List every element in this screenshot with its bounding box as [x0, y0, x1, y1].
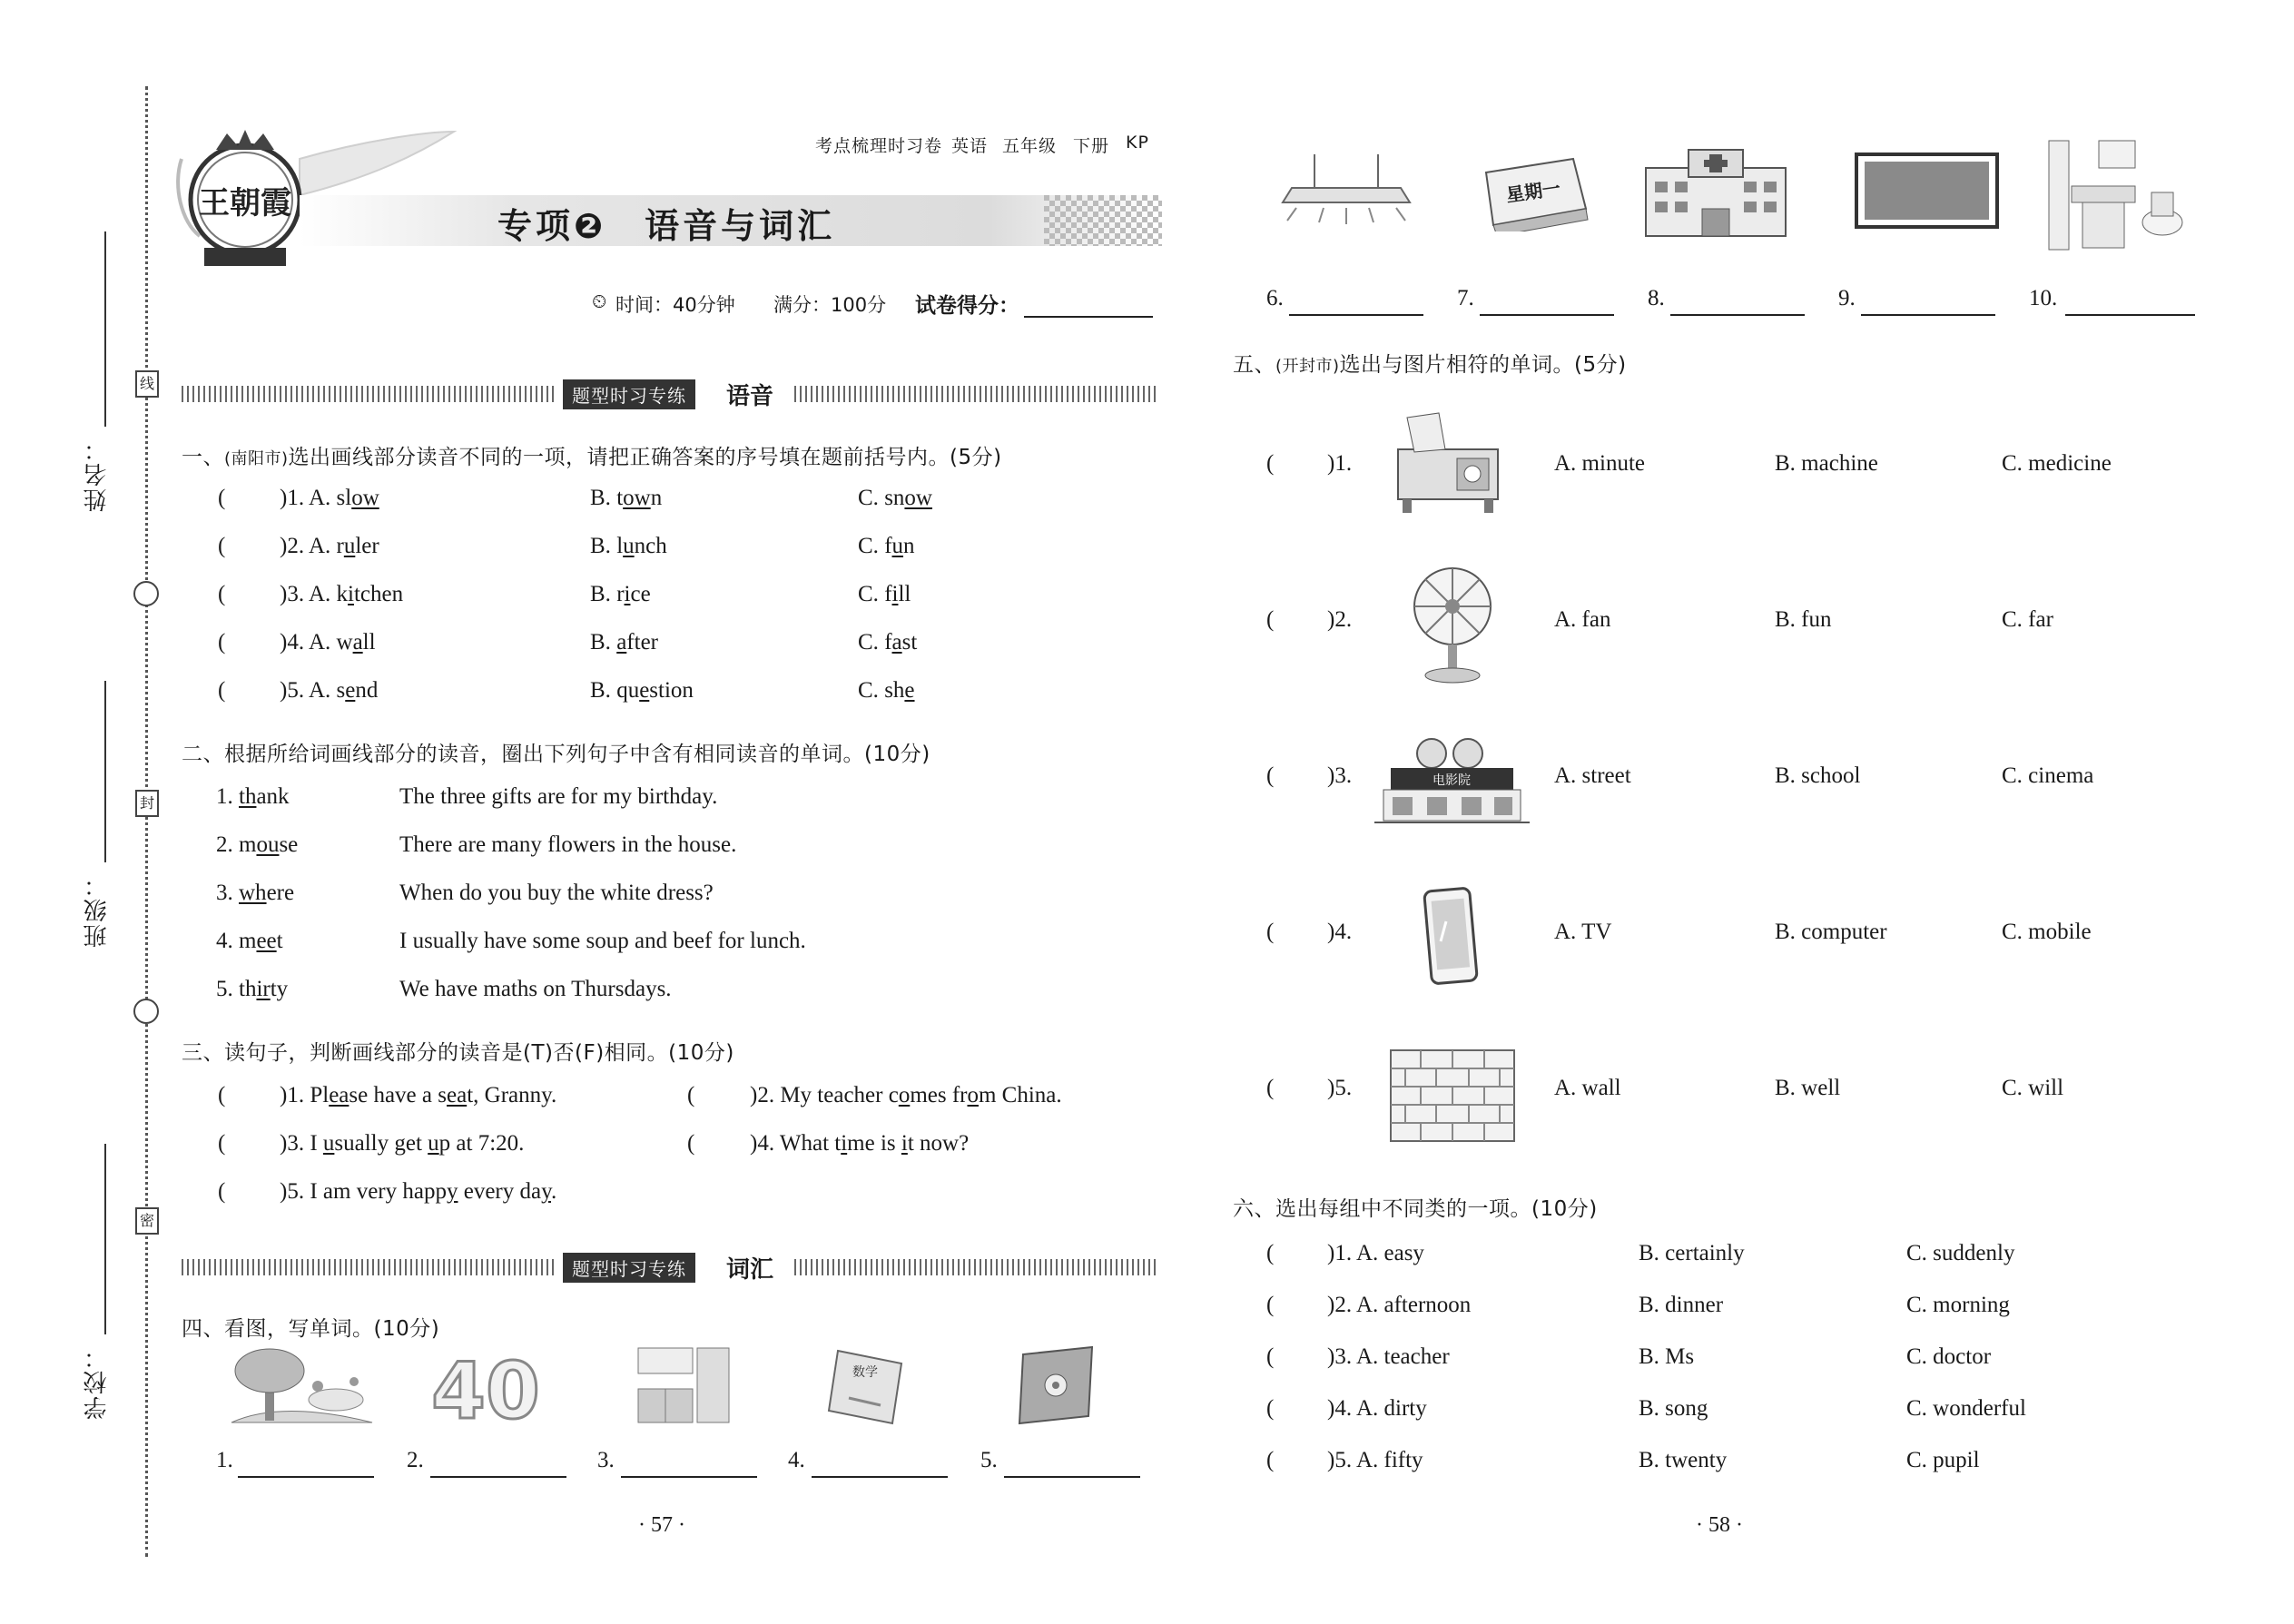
q1-item-5: ( [218, 678, 226, 703]
q4-answer-blank-7[interactable] [1480, 287, 1614, 316]
q5-item-2-number: )2. [1327, 607, 1353, 632]
q5-item-3: ( [1266, 763, 1275, 788]
class-label: 班级： [84, 871, 111, 948]
q1-item-4-option-c: C. fast [858, 630, 918, 655]
q5-item-5-option-b: B. well [1775, 1076, 1841, 1100]
score-label: 试卷得分： [915, 294, 1019, 318]
q5-item-4: ( [1266, 920, 1275, 944]
q2-word-4: 4. meet [216, 929, 283, 953]
binding-circle-icon [133, 581, 159, 606]
q5-item-2: ( [1266, 607, 1275, 632]
storybook-picture [1012, 1343, 1098, 1427]
q1-item-1-option-b: B. town [590, 486, 663, 510]
time-limit: 时间：40分钟 [615, 294, 735, 316]
grade: 五年级 [1002, 136, 1058, 156]
q5-item-1-option-a: A. minute [1554, 451, 1645, 476]
q2-heading: 二、根据所给词画线部分的读音，圈出下列句子中含有相同读音的单词。(10分) [182, 743, 930, 766]
q5-item-5-number: )5. [1327, 1076, 1353, 1100]
q1-item-4-option-b: B. after [590, 630, 658, 655]
q1-item-3: ( [218, 582, 226, 606]
q4-num-8: 8. [1648, 286, 1665, 310]
q5-item-3-option-c: C. cinema [2002, 763, 2094, 788]
q3-heading: 三、读句子，判断画线部分的读音是(T)否(F)相同。(10分) [182, 1041, 734, 1065]
binding-mark-feng: 封 [135, 790, 159, 817]
full-score: 满分：100分 [773, 294, 887, 316]
section-name-vocab: 词汇 [726, 1256, 774, 1284]
q4-num-5: 5. [980, 1448, 998, 1472]
q4-answer-blank-9[interactable] [1861, 287, 1995, 316]
q4-answer-blank-5[interactable] [1004, 1449, 1140, 1478]
volume: 下册 [1073, 136, 1110, 156]
q6-item-2-option-a: )2. A. afternoon [1327, 1293, 1472, 1317]
q3-sentence-4: )4. What time is it now? [750, 1131, 970, 1156]
school-line [104, 1144, 106, 1334]
q2-word-3: 3. where [216, 881, 295, 905]
q1-item-2: ( [218, 534, 226, 558]
q5-item-4-option-b: B. computer [1775, 920, 1887, 944]
title-checker-pattern [1044, 195, 1162, 246]
school-label: 学校： [84, 1343, 111, 1420]
q5-item-1-option-c: C. medicine [2002, 451, 2112, 476]
q4-answer-blank-6[interactable] [1289, 287, 1423, 316]
binding-circle-icon [133, 999, 159, 1024]
q4-answer-blank-1[interactable] [238, 1449, 374, 1478]
q2-sentence-2: There are many flowers in the house. [399, 832, 737, 857]
electric-fan-picture [1407, 563, 1498, 685]
q6-item-5-option-a: )5. A. fifty [1327, 1448, 1423, 1472]
q3-sentence-1: )1. Please have a seat, Granny. [280, 1083, 557, 1107]
q6-item-2-option-c: C. morning [1906, 1293, 2010, 1317]
q6-item-3-option-b: B. Ms [1639, 1344, 1695, 1369]
q1-item-5-option-c: C. she [858, 678, 915, 703]
q1-item-1-option-a: )1. A. slow [280, 486, 379, 510]
q3-sentence-3: )3. I usually get up at 7:20. [280, 1131, 525, 1156]
machine-picture [1389, 408, 1511, 517]
q6-item-1-option-c: C. suddenly [1906, 1241, 2015, 1265]
q1-item-3-option-b: B. rice [590, 582, 651, 606]
q6-item-5-option-b: B. twenty [1639, 1448, 1728, 1472]
q6-item-4: ( [1266, 1396, 1275, 1421]
q1-item-1: ( [218, 486, 226, 510]
q5-item-2-option-a: A. fan [1554, 607, 1611, 632]
subject: 英语 [951, 136, 989, 156]
q4-num-2: 2. [407, 1448, 424, 1472]
q1-item-1-option-c: C. snow [858, 486, 932, 510]
q5-item-5-option-a: A. wall [1554, 1076, 1621, 1100]
q4-num-9: 9. [1838, 286, 1856, 310]
name-label: 姓名： [84, 436, 111, 512]
q4-num-10: 10. [2029, 286, 2058, 310]
q3-item-3: ( [218, 1131, 226, 1156]
svg-text:40: 40 [431, 1346, 540, 1427]
q5-heading: 五、(开封市)选出与图片相符的单词。(5分) [1233, 353, 1627, 377]
q3-item-4: ( [687, 1131, 695, 1156]
page-number-left: · 57 · [638, 1513, 685, 1537]
q1-item-4: ( [218, 630, 226, 655]
score-blank[interactable] [1024, 290, 1153, 318]
q6-item-1: ( [1266, 1241, 1275, 1265]
q4-num-4: 4. [788, 1448, 805, 1472]
q6-item-1-option-b: B. certainly [1639, 1241, 1745, 1265]
q6-item-3: ( [1266, 1344, 1275, 1369]
edition: KP [1126, 133, 1149, 153]
q5-item-3-option-a: A. street [1554, 763, 1631, 788]
q6-item-5: ( [1266, 1448, 1275, 1472]
page-title: 专项❷ 语音与词汇 [497, 206, 836, 246]
number-40-picture [427, 1345, 545, 1427]
binding-mark-xian: 线 [135, 370, 159, 398]
ceiling-lamp-picture [1278, 150, 1414, 227]
q3-sentence-2: )2. My teacher comes from China. [750, 1083, 1062, 1107]
q5-item-3-number: )3. [1327, 763, 1353, 788]
q5-item-5-option-c: C. will [2002, 1076, 2064, 1100]
page-number-right: · 58 · [1696, 1513, 1743, 1537]
q5-item-1-option-b: B. machine [1775, 451, 1878, 476]
q2-sentence-3: When do you buy the white dress? [399, 881, 714, 905]
q5-item-2-option-b: B. fun [1775, 607, 1832, 632]
q1-item-3-option-c: C. fill [858, 582, 911, 606]
q5-item-1: ( [1266, 451, 1275, 476]
desk-calendar-picture [1475, 154, 1593, 231]
clock-icon: ⏲ [592, 290, 607, 312]
q4-answer-blank-8[interactable] [1670, 287, 1805, 316]
blackboard-picture [1852, 150, 2002, 231]
q4-answer-blank-10[interactable] [2065, 287, 2195, 316]
q4-answer-blank-3[interactable] [621, 1449, 757, 1478]
maths-book-picture [822, 1343, 912, 1427]
q3-sentence-5: )5. I am very happy every day. [280, 1179, 557, 1204]
q6-item-4-option-c: C. wonderful [1906, 1396, 2026, 1421]
q5-item-5: ( [1266, 1076, 1275, 1100]
binding-mark-mi: 密 [135, 1207, 159, 1235]
q4-num-3: 3. [597, 1448, 615, 1472]
section-divider [182, 1259, 556, 1275]
q4-answer-blank-4[interactable] [812, 1449, 948, 1478]
q6-item-3-option-c: C. doctor [1906, 1344, 1992, 1369]
q5-item-4-option-c: C. mobile [2002, 920, 2092, 944]
q5-item-2-option-c: C. far [2002, 607, 2053, 632]
q3-item-1: ( [218, 1083, 226, 1107]
name-line [104, 231, 106, 427]
q1-item-5-option-b: B. question [590, 678, 694, 703]
q6-item-4-option-a: )4. A. dirty [1327, 1396, 1427, 1421]
q4-heading: 四、看图，写单词。(10分) [182, 1317, 440, 1341]
q2-word-1: 1. thank [216, 784, 290, 809]
q6-item-3-option-a: )3. A. teacher [1327, 1344, 1450, 1369]
q2-sentence-1: The three gifts are for my birthday. [399, 784, 718, 809]
bathroom-picture [2044, 136, 2190, 254]
section-name-phonics: 语音 [726, 383, 774, 410]
q4-answer-blank-2[interactable] [430, 1449, 566, 1478]
q2-word-2: 2. mouse [216, 832, 299, 857]
q2-sentence-5: We have maths on Thursdays. [399, 977, 672, 1001]
svg-text:数学: 数学 [852, 1365, 878, 1380]
q1-item-4-option-a: )4. A. wall [280, 630, 376, 655]
section-tag: 题型时习专练 [563, 1253, 695, 1283]
kitchen-picture [634, 1343, 733, 1425]
series-title: 考点梳理时习卷 [815, 136, 943, 156]
q1-item-3-option-a: )3. A. kitchen [280, 582, 404, 606]
section-tag: 题型时习专练 [563, 379, 695, 409]
q1-item-2-option-a: )2. A. ruler [280, 534, 379, 558]
q4-num-7: 7. [1457, 286, 1474, 310]
q4-num-1: 1. [216, 1448, 233, 1472]
park-picture [227, 1345, 377, 1427]
q2-word-5: 5. thirty [216, 977, 289, 1001]
q6-heading: 六、选出每组中不同类的一项。(10分) [1233, 1197, 1598, 1221]
brick-wall-picture [1389, 1048, 1516, 1144]
q3-item-2: ( [687, 1083, 695, 1107]
q1-item-2-option-b: B. lunch [590, 534, 667, 558]
section-divider [794, 1259, 1157, 1275]
svg-text:电影院: 电影院 [1433, 773, 1471, 788]
section-divider [182, 386, 556, 402]
class-line [104, 681, 106, 862]
hospital-picture [1639, 145, 1793, 241]
q6-item-5-option-c: C. pupil [1906, 1448, 1980, 1472]
q4-num-6: 6. [1266, 286, 1284, 310]
q5-item-1-number: )1. [1327, 451, 1353, 476]
svg-text:星期一: 星期一 [1504, 177, 1562, 207]
mobile-phone-picture [1421, 885, 1484, 989]
q5-item-3-option-b: B. school [1775, 763, 1861, 788]
q5-item-4-option-a: A. TV [1554, 920, 1612, 944]
q1-item-5-option-a: )5. A. send [280, 678, 379, 703]
q1-heading: 一、(南阳市)选出画线部分读音不同的一项，请把正确答案的序号填在题前括号内。(5分) [182, 446, 1002, 469]
q1-item-2-option-c: C. fun [858, 534, 915, 558]
logo-text: 王朝霞 [199, 185, 291, 221]
q5-item-4-number: )4. [1327, 920, 1353, 944]
q6-item-2: ( [1266, 1293, 1275, 1317]
q6-item-1-option-a: )1. A. easy [1327, 1241, 1424, 1265]
q3-item-5: ( [218, 1179, 226, 1204]
q2-sentence-4: I usually have some soup and beef for lunch. [399, 929, 806, 953]
cinema-picture [1373, 735, 1531, 826]
q6-item-4-option-b: B. song [1639, 1396, 1708, 1421]
section-divider [794, 386, 1157, 402]
binding-dotted-line [145, 86, 148, 1557]
q6-item-2-option-b: B. dinner [1639, 1293, 1724, 1317]
